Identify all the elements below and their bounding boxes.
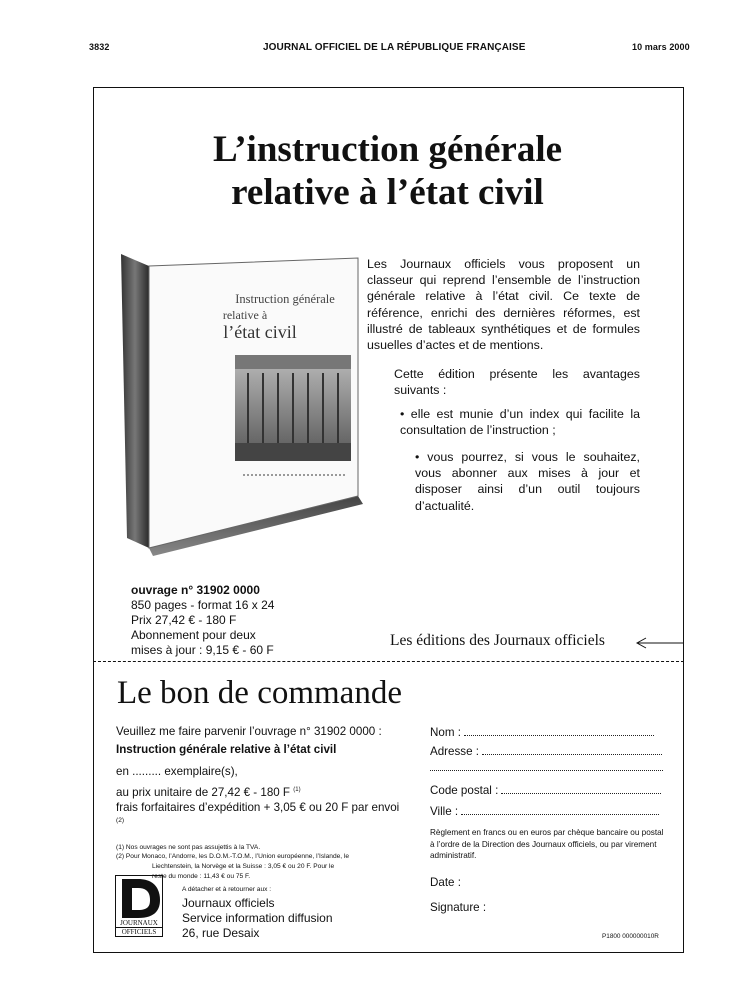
arrow-left-icon: [634, 636, 684, 650]
logo-text-line2: OFFICIELS: [116, 927, 162, 936]
payment-info: Règlement en francs ou en euros par chèque bancaire ou postal à l’ordre de la Direction des Journaux officiels, ou par virement administratif.: [430, 828, 664, 860]
address-label: Adresse :: [430, 745, 479, 758]
address-input-line2[interactable]: [430, 770, 663, 771]
footnote-2-cont: reste du monde : 11,43 € ou 75 F.: [152, 873, 251, 880]
publisher-tagline: Les éditions des Journaux officiels: [390, 632, 605, 649]
ad-title-line2: relative à l’état civil: [231, 172, 544, 213]
book-cover-title-line2: relative à: [222, 308, 268, 322]
order-line: Veuillez me faire parvenir l’ouvrage n° 31902 0000 :: [116, 725, 382, 738]
logo-mark-icon: [116, 876, 162, 920]
journal-title: JOURNAL OFFICIEL DE LA RÉPUBLIQUE FRANÇAISE: [263, 42, 526, 53]
advantages-intro: Cette édition présente les avantages suivants :: [394, 367, 640, 398]
issue-date: 10 mars 2000: [632, 42, 690, 52]
postal-code-input[interactable]: [501, 790, 661, 794]
postal-code-label: Code postal :: [430, 784, 499, 797]
advantage-item: • vous pourrez, si vous le souhaitez, vous abonner aux mises à jour et disposer ainsi d’un outil toujours d’actualité.: [415, 450, 640, 513]
description-text: Les Journaux officiels vous proposent un classeur qui reprend l’ensemble de l’instruction générale relative à l’état civil. Ce texte de référence, enrichi des dernières réformes, est illustré de tableaux synthétiques et de formules usuelles d’actes et de mentions.: [367, 257, 640, 353]
order-form-title: Le bon de commande: [117, 675, 402, 711]
name-label: Nom :: [430, 726, 461, 739]
product-reference: ouvrage n° 31902 0000: [131, 583, 260, 597]
product-pages: 850 pages - format 16 x 24: [131, 598, 275, 612]
city-label: Ville :: [430, 805, 459, 818]
postal-code-field[interactable]: [430, 784, 663, 797]
address-field[interactable]: [430, 745, 663, 758]
return-label: A détacher et à retourner aux :: [182, 886, 272, 893]
order-unit-price-text: au prix unitaire de 27,42 € - 180 F: [116, 785, 291, 799]
order-shipping: frais forfaitaires d’expédition + 3,05 € ou 20 F par envoi: [116, 801, 400, 814]
page-number: 3832: [89, 42, 110, 52]
book-cover-title-line3: l’état civil: [223, 322, 297, 342]
product-subscription: Abonnement pour deux mises à jour : 9,15 € - 60 F: [131, 628, 274, 658]
address-line: 26, rue Desaix: [182, 926, 260, 940]
footnote-2-cont: Liechtenstein, la Norvège et la Suisse : 3,05 € ou 20 F. Pour le: [152, 863, 335, 870]
advantage-item: • elle est munie d’un index qui facilite la consultation de l’instruction ;: [400, 407, 640, 438]
date-label[interactable]: Date :: [430, 876, 461, 889]
ad-title-line1: L’instruction générale: [212, 129, 563, 170]
address-line: Journaux officiels: [182, 896, 275, 910]
footnote-1: (1) Nos ouvrages ne sont pas assujettis à la TVA.: [116, 844, 261, 851]
name-field[interactable]: [430, 726, 663, 739]
order-product-name: Instruction générale relative à l’état civil: [116, 743, 337, 756]
footnote-2: (2) Pour Monaco, l’Andorre, les D.O.M.-T.O.M., l’Union européenne, l’Islande, le: [116, 853, 350, 860]
address-line: Service information diffusion: [182, 911, 333, 925]
book-cover-title-line1: Instruction générale: [235, 292, 335, 306]
order-quantity[interactable]: en ......... exemplaire(s),: [116, 765, 238, 778]
journaux-officiels-logo: [115, 875, 163, 937]
product-price: Prix 27,42 € - 180 F: [131, 613, 237, 627]
city-field[interactable]: [430, 805, 663, 818]
signature-label[interactable]: Signature :: [430, 901, 487, 914]
city-input[interactable]: [461, 811, 659, 815]
description-paragraph: [367, 256, 640, 353]
footnote-ref: (1): [293, 787, 301, 793]
cut-line: [93, 661, 684, 662]
logo-text-line1: JOURNAUX: [120, 919, 158, 927]
reference-code: P1800 000000010R: [602, 933, 659, 940]
footnote-ref: (2): [116, 817, 125, 824]
address-input[interactable]: [482, 751, 662, 755]
name-input[interactable]: [464, 732, 654, 736]
